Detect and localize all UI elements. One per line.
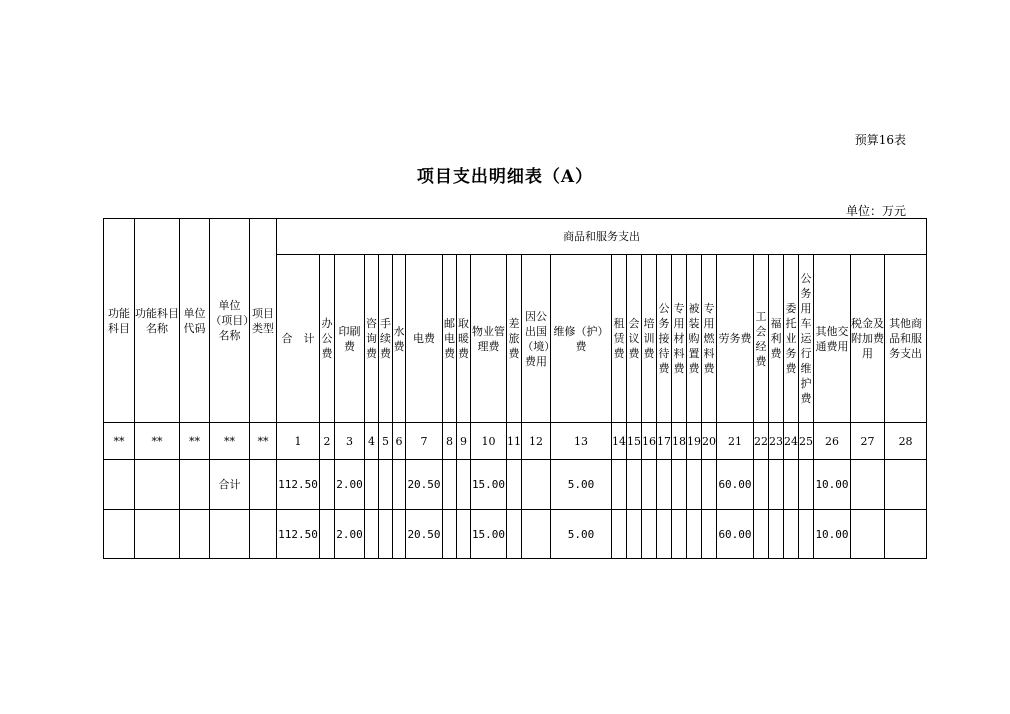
index-number: 24 xyxy=(784,423,799,460)
cell-unit-code xyxy=(180,510,210,559)
header-col-11: 差旅费 xyxy=(507,255,522,423)
index-number: 7 xyxy=(406,423,443,460)
table-cell xyxy=(612,460,627,510)
table-cell xyxy=(320,510,335,559)
header-col-22: 工会经费 xyxy=(754,255,769,423)
table-cell xyxy=(769,460,784,510)
header-col-19: 被装购置费 xyxy=(687,255,702,423)
header-col-21: 劳务费 xyxy=(717,255,754,423)
header-col-1: 合 计 xyxy=(277,255,320,423)
table-cell: 60.00 xyxy=(717,460,754,510)
header-unit-code: 单位代码 xyxy=(180,219,210,423)
table-cell xyxy=(522,510,551,559)
index-number: 3 xyxy=(335,423,365,460)
header-col-28: 其他商品和服务支出 xyxy=(885,255,927,423)
row-label xyxy=(210,510,250,559)
row-label: 合计 xyxy=(210,460,250,510)
cell-project-type xyxy=(250,510,277,559)
index-number: 8 xyxy=(443,423,457,460)
cell-func-subject xyxy=(104,510,135,559)
header-col-23: 福利费 xyxy=(769,255,784,423)
table-cell xyxy=(784,460,799,510)
table-cell xyxy=(507,460,522,510)
table-cell xyxy=(702,510,717,559)
header-group: 商品和服务支出 xyxy=(277,219,927,255)
table-cell xyxy=(443,460,457,510)
cell-func-name xyxy=(135,460,180,510)
header-col-10: 物业管理费 xyxy=(471,255,507,423)
table-cell xyxy=(320,460,335,510)
table-cell xyxy=(672,460,687,510)
table-cell xyxy=(672,510,687,559)
table-cell xyxy=(769,510,784,559)
header-col-15: 会议费 xyxy=(627,255,642,423)
cell-unit-code xyxy=(180,460,210,510)
table-cell: 15.00 xyxy=(471,510,507,559)
table-cell xyxy=(627,460,642,510)
table-number: 预算16表 xyxy=(854,133,906,147)
table-cell xyxy=(379,460,393,510)
header-col-14: 租赁费 xyxy=(612,255,627,423)
header-func-name: 功能科目名称 xyxy=(135,219,180,423)
index-number: 25 xyxy=(799,423,814,460)
header-col-5: 手续费 xyxy=(379,255,393,423)
header-func-subject: 功能科目 xyxy=(104,219,135,423)
header-col-8: 邮电费 xyxy=(443,255,457,423)
table-cell: 2.00 xyxy=(335,460,365,510)
index-row xyxy=(104,423,927,460)
table-cell xyxy=(851,510,885,559)
cell-func-subject xyxy=(104,460,135,510)
header-col-4: 咨询费 xyxy=(365,255,379,423)
table-cell: 112.50 xyxy=(277,510,320,559)
table-cell xyxy=(885,510,927,559)
table-cell xyxy=(851,460,885,510)
index-number: 13 xyxy=(551,423,612,460)
table-cell xyxy=(642,510,657,559)
table-cell xyxy=(393,460,406,510)
document-title: 项目支出明细表（A） xyxy=(416,167,594,187)
index-number: 16 xyxy=(642,423,657,460)
header-col-27: 税金及附加费用 xyxy=(851,255,885,423)
index-number: 4 xyxy=(365,423,379,460)
header-col-13: 维修（护）费 xyxy=(551,255,612,423)
index-number: 28 xyxy=(885,423,927,460)
index-number: 11 xyxy=(507,423,522,460)
header-col-25: 公务用车运行维护费 xyxy=(799,255,814,423)
index-number: 15 xyxy=(627,423,642,460)
header-col-3: 印刷费 xyxy=(335,255,365,423)
table-cell xyxy=(627,510,642,559)
header-col-17: 公务接待费 xyxy=(657,255,672,423)
index-number: 21 xyxy=(717,423,754,460)
index-number: 2 xyxy=(320,423,335,460)
header-col-18: 专用材料费 xyxy=(672,255,687,423)
table-cell xyxy=(507,510,522,559)
header-col-20: 专用燃料费 xyxy=(702,255,717,423)
header-col-24: 委托业务费 xyxy=(784,255,799,423)
table-cell xyxy=(799,510,814,559)
index-number: 19 xyxy=(687,423,702,460)
index-number: 10 xyxy=(471,423,507,460)
table-cell xyxy=(612,510,627,559)
table-cell: 112.50 xyxy=(277,460,320,510)
table-cell xyxy=(457,460,471,510)
unit-label: 单位：万元 xyxy=(845,204,906,218)
header-col-2: 办公费 xyxy=(320,255,335,423)
index-star: ** xyxy=(180,423,210,460)
index-star: ** xyxy=(104,423,135,460)
header-col-12: 因公出国（境）费用 xyxy=(522,255,551,423)
header-row-1 xyxy=(104,219,927,255)
header-unit-name: 单位（项目）名称 xyxy=(210,219,250,423)
table-cell: 10.00 xyxy=(814,510,851,559)
table-cell xyxy=(642,460,657,510)
index-number: 22 xyxy=(754,423,769,460)
table-cell xyxy=(754,510,769,559)
header-col-6: 水费 xyxy=(393,255,406,423)
table-cell: 20.50 xyxy=(406,510,443,559)
index-number: 14 xyxy=(612,423,627,460)
index-number: 9 xyxy=(457,423,471,460)
cell-project-type xyxy=(250,460,277,510)
table-cell: 20.50 xyxy=(406,460,443,510)
table-cell xyxy=(784,510,799,559)
index-number: 6 xyxy=(393,423,406,460)
header-col-26: 其他交通费用 xyxy=(814,255,851,423)
index-number: 17 xyxy=(657,423,672,460)
index-number: 5 xyxy=(379,423,393,460)
table-cell xyxy=(799,460,814,510)
table-cell xyxy=(443,510,457,559)
cell-func-name xyxy=(135,510,180,559)
table-cell xyxy=(522,460,551,510)
table-cell: 5.00 xyxy=(551,510,612,559)
index-star: ** xyxy=(135,423,180,460)
index-number: 26 xyxy=(814,423,851,460)
header-col-9: 取暖费 xyxy=(457,255,471,423)
header-col-7: 电费 xyxy=(406,255,443,423)
table-cell xyxy=(393,510,406,559)
header-col-16: 培训费 xyxy=(642,255,657,423)
table-cell xyxy=(457,510,471,559)
table-cell xyxy=(657,510,672,559)
index-number: 20 xyxy=(702,423,717,460)
table-cell xyxy=(687,510,702,559)
table-cell xyxy=(657,460,672,510)
table-cell xyxy=(365,460,379,510)
table-cell: 60.00 xyxy=(717,510,754,559)
table-cell xyxy=(365,510,379,559)
table-cell: 15.00 xyxy=(471,460,507,510)
index-number: 23 xyxy=(769,423,784,460)
table-cell: 10.00 xyxy=(814,460,851,510)
index-number: 18 xyxy=(672,423,687,460)
index-number: 27 xyxy=(851,423,885,460)
table-cell: 5.00 xyxy=(551,460,612,510)
index-number: 12 xyxy=(522,423,551,460)
table-cell xyxy=(754,460,769,510)
table-cell xyxy=(702,460,717,510)
header-project-type: 项目类型 xyxy=(250,219,277,423)
index-number: 1 xyxy=(277,423,320,460)
expenditure-table xyxy=(103,218,927,559)
index-star: ** xyxy=(250,423,277,460)
table-cell xyxy=(687,460,702,510)
table-row xyxy=(104,510,927,559)
table-cell: 2.00 xyxy=(335,510,365,559)
index-star: ** xyxy=(210,423,250,460)
table-cell xyxy=(885,460,927,510)
table-row-total xyxy=(104,460,927,510)
table-cell xyxy=(379,510,393,559)
